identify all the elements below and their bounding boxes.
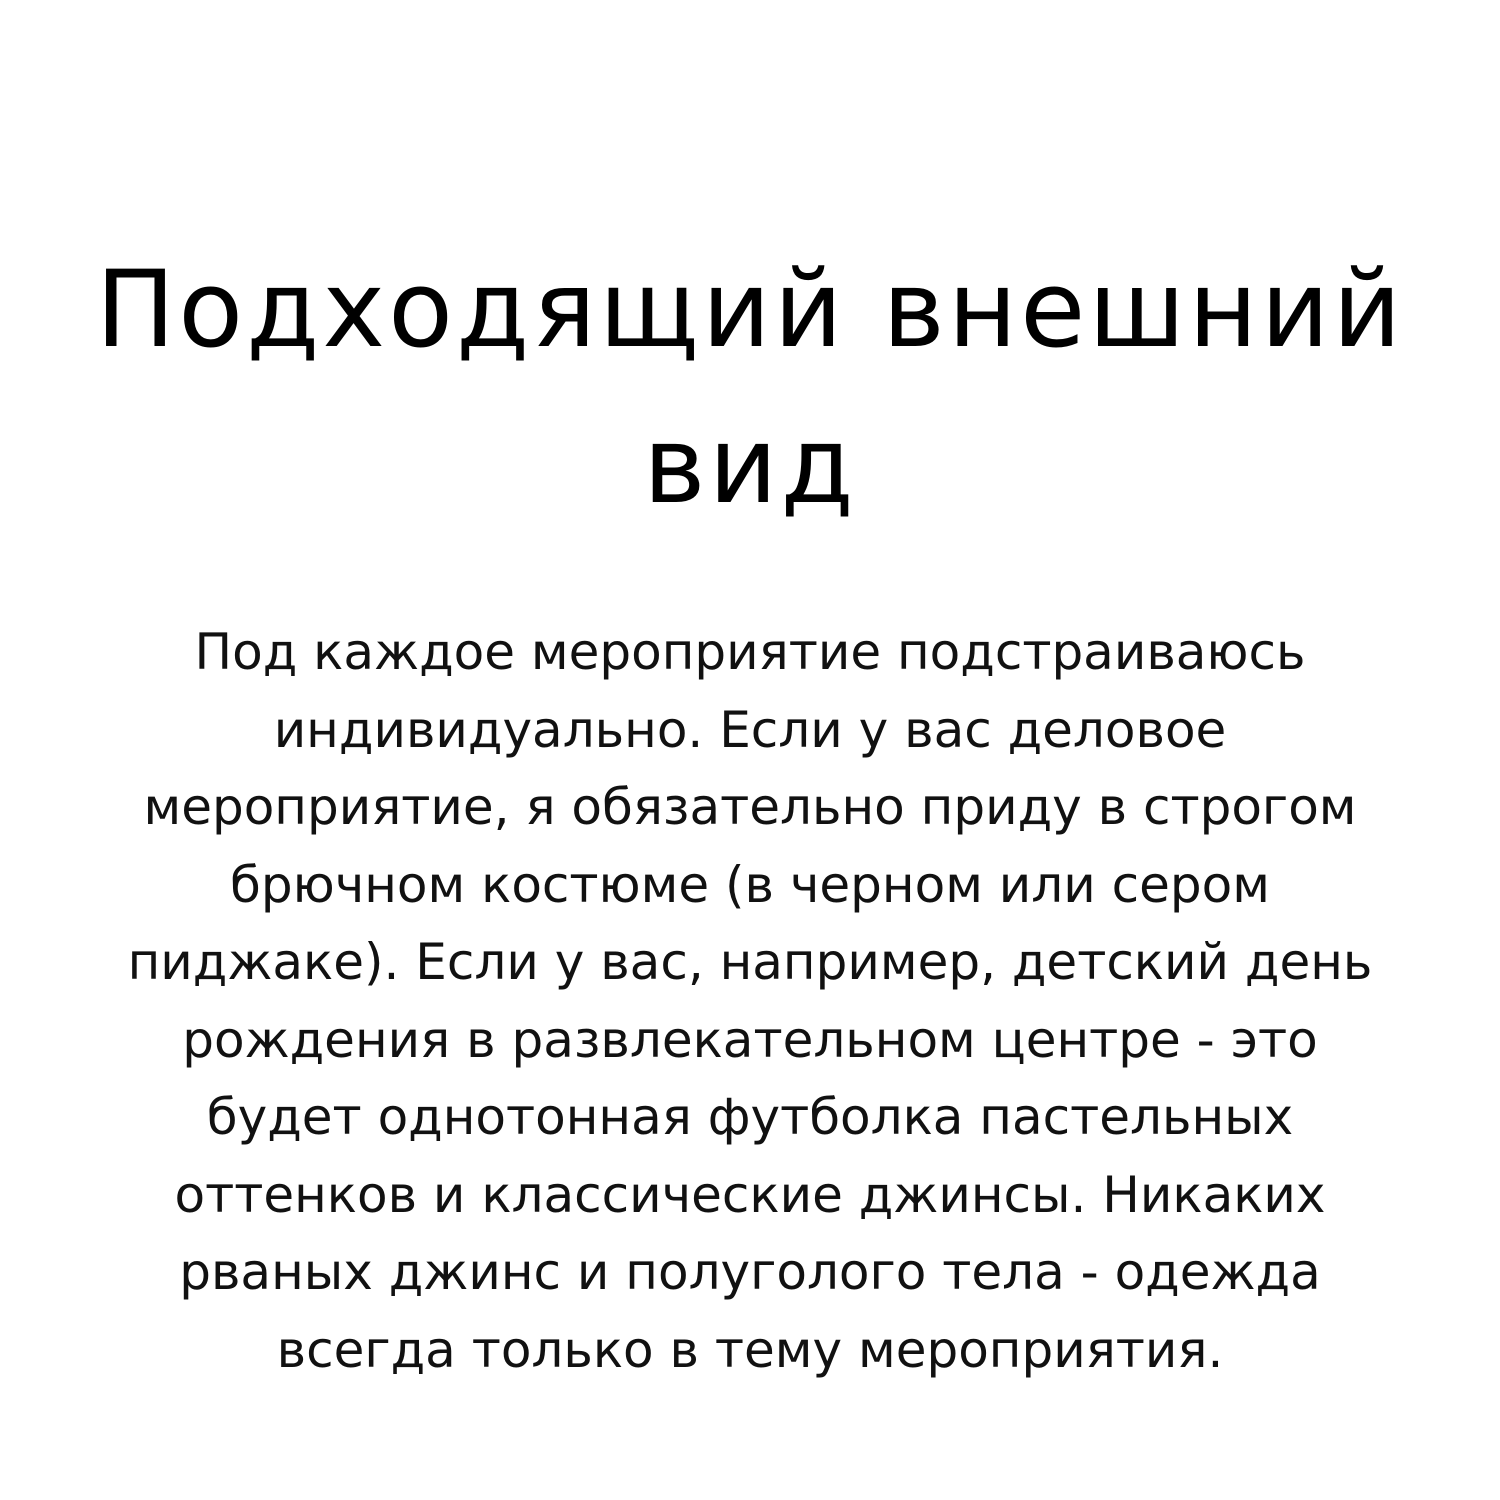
body-line-6: рождения в развлекательном центре - это: [182, 1010, 1318, 1069]
title-line-1: Подходящий внешний: [95, 248, 1405, 371]
title-line-2: вид: [643, 404, 857, 527]
body-paragraph: [60, 614, 1440, 1389]
page-title: [60, 232, 1440, 544]
body-line-9: рваных джинс и полуголого тела - одежда: [179, 1243, 1321, 1301]
body-line-1: Под каждое мероприятие подстраиваюсь: [194, 623, 1306, 681]
body-line-4: брючном костюме (в черном или сером: [230, 855, 1270, 914]
body-line-10: всегда только в тему мероприятия.: [276, 1320, 1224, 1379]
body-line-2: индивидуально. Если у вас деловое: [273, 700, 1227, 759]
body-line-5: пиджаке). Если у вас, например, детский день: [127, 933, 1373, 991]
body-line-7: будет однотонная футболка пастельных: [206, 1088, 1294, 1146]
body-line-8: оттенков и классические джинсы. Никаких: [174, 1165, 1326, 1224]
body-line-3: мероприятие, я обязательно приду в строгом: [143, 778, 1357, 836]
